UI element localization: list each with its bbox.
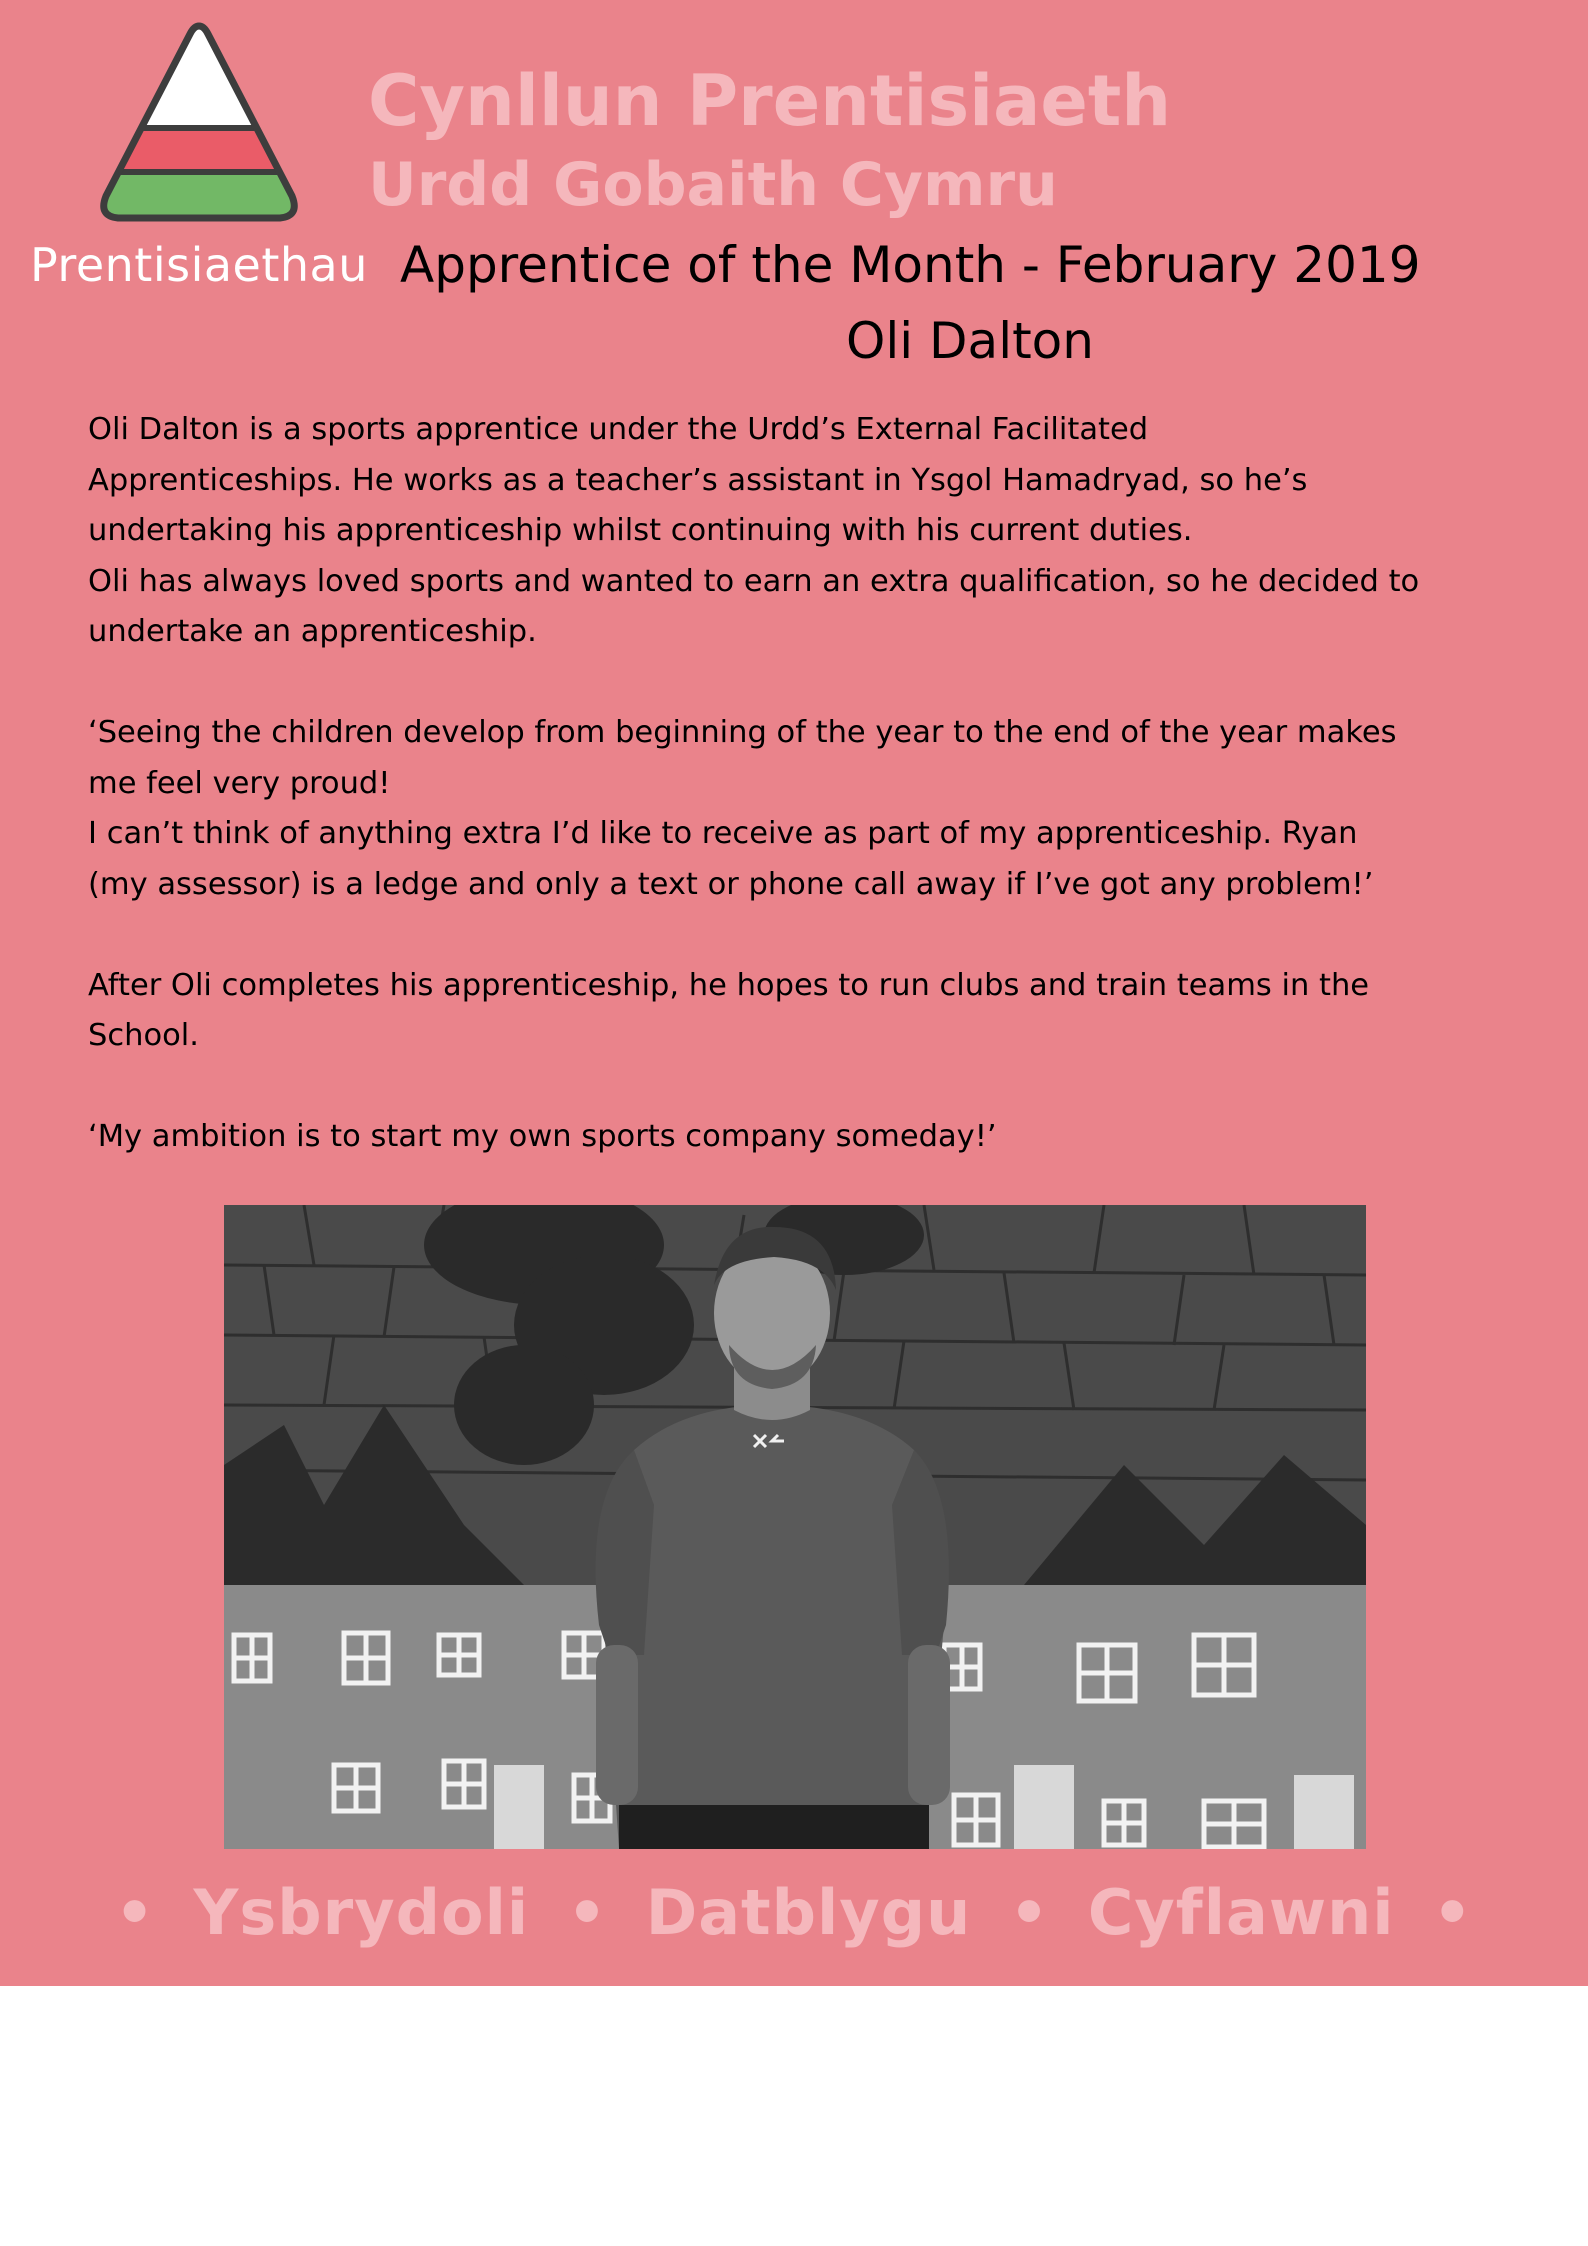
footer-bullet: • (1432, 1876, 1474, 1949)
brand-title-line-1: Cynllun Prentisiaeth (368, 60, 1172, 142)
quote-assessor: I can’t think of anything extra I’d like to receive as part of my apprenticeship. Ryan (my assessor) is a ledge and only a text or phone call away if I’ve got any problem!’ (88, 816, 1374, 902)
paragraph-motivation: Oli has always loved sports and wanted to earn an extra qualification, so he decided to undertake an apprenticeship. (88, 563, 1420, 649)
page-title: Apprentice of the Month - February 2019 (400, 236, 1421, 294)
apprentice-photo (224, 1205, 1366, 1849)
paragraph-plans: After Oli completes his apprenticeship, he hopes to run clubs and train teams in the School. (88, 967, 1370, 1053)
logo-wordmark: Prentisiaethau (30, 238, 368, 292)
quote-pride: ‘Seeing the children develop from beginning of the year to the end of the year makes me feel very proud! (88, 715, 1397, 801)
apprentice-name: Oli Dalton (846, 312, 1094, 370)
footer-values (0, 1876, 1588, 1949)
footer-word-cyflawni: Cyflawni (1087, 1876, 1395, 1949)
footer-bullet: • (1009, 1876, 1050, 1949)
footer-word-ysbrydoli: Ysbrydoli (193, 1876, 530, 1949)
brand-title-line-2: Urdd Gobaith Cymru (368, 150, 1058, 220)
paragraph-intro: Oli Dalton is a sports apprentice under the Urdd’s External Facilitated Apprenticeships. He works as a teacher’s assistant in Ysgol Hamadryad, so he’s undertaking his apprenticeship whilst continuing with his current duties. (88, 412, 1308, 548)
quote-ambition: ‘My ambition is to start my own sports company someday!’ (88, 1119, 997, 1154)
triangle-logo-icon (96, 18, 302, 230)
footer-bullet: • (567, 1876, 608, 1949)
footer-bullet: • (114, 1876, 156, 1949)
article-body (88, 405, 1578, 1163)
footer-word-datblygu: Datblygu (645, 1876, 972, 1949)
photo-illustration (224, 1205, 1366, 1849)
